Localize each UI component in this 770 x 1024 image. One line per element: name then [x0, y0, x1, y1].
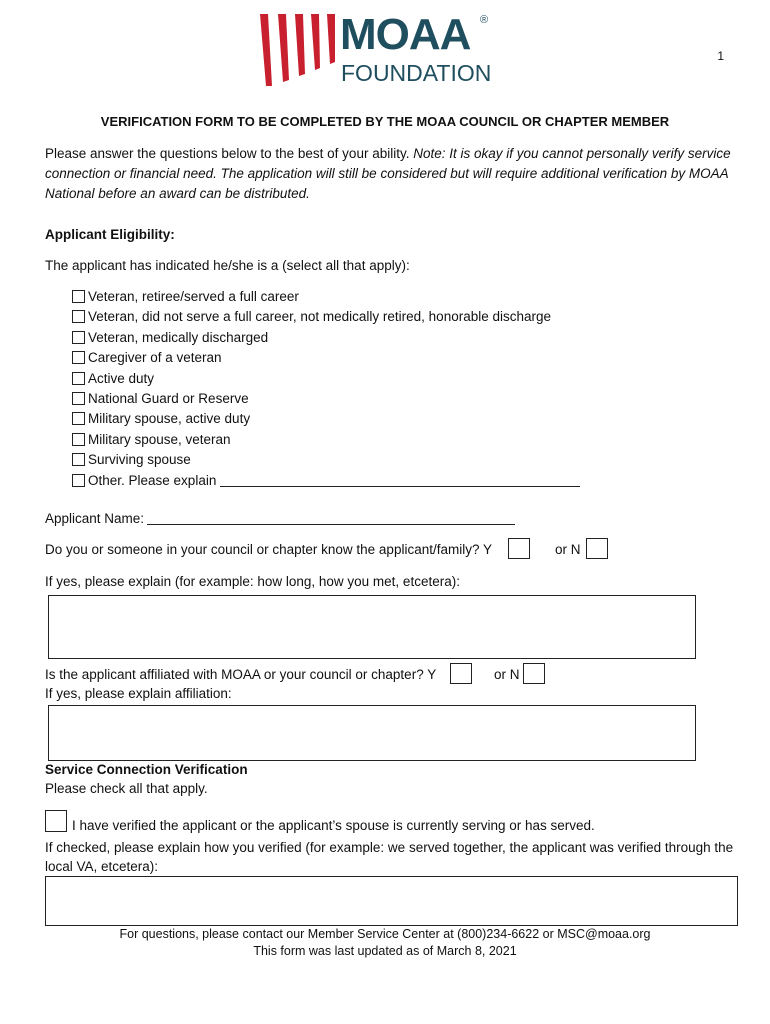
checkbox[interactable]: [72, 474, 85, 487]
service-explain-textbox[interactable]: [45, 876, 738, 926]
service-verified-label: I have verified the applicant or the applicant’s spouse is currently serving or has served.: [72, 818, 595, 833]
know-no-box[interactable]: [586, 538, 608, 559]
know-or-n-label: or N: [555, 542, 581, 557]
moaa-foundation-logo: [258, 10, 508, 88]
option-other[interactable]: [72, 471, 580, 491]
logo-wordmark: MOAA: [340, 10, 471, 59]
applicant-name-label: Applicant Name:: [45, 511, 145, 526]
option-caregiver[interactable]: [72, 348, 580, 368]
service-explain-label: If checked, please explain how you verified (for example: we served together, the applicant was verified through the local VA, etcetera):: [45, 840, 734, 874]
option-label: National Guard or Reserve: [88, 391, 249, 407]
eligibility-options: [72, 287, 580, 491]
checkbox[interactable]: [72, 351, 85, 364]
intro-text: Please answer the questions below to the best of your ability.: [45, 146, 410, 161]
footer-contact: For questions, please contact our Member Service Center at (800)234-6622 or MSC@moaa.org: [119, 927, 651, 941]
option-label: Military spouse, active duty: [88, 411, 251, 427]
option-label: Surviving spouse: [88, 452, 191, 468]
option-spouse-active[interactable]: [72, 409, 580, 429]
other-explain-field[interactable]: [220, 474, 580, 487]
checkbox[interactable]: [72, 392, 85, 405]
option-label: Veteran, retiree/served a full career: [88, 289, 299, 304]
form-heading: VERIFICATION FORM TO BE COMPLETED BY THE MOAA COUNCIL OR CHAPTER MEMBER: [100, 114, 670, 129]
logo-foundation: FOUNDATION: [341, 60, 492, 86]
affiliation-or-n-label: or N: [494, 667, 520, 682]
checkbox[interactable]: [72, 433, 85, 446]
know-explain-textbox[interactable]: [48, 595, 696, 659]
applicant-name-row: [45, 511, 515, 526]
know-explain-label: If yes, please explain (for example: how long, how you met, etcetera):: [45, 574, 460, 589]
applicant-name-field[interactable]: [147, 512, 515, 525]
option-spouse-veteran[interactable]: [72, 430, 580, 450]
option-veteran-medical[interactable]: [72, 328, 580, 348]
option-label: Veteran, did not serve a full career, not medically retired, honorable discharge: [88, 309, 552, 325]
option-label: Caregiver of a veteran: [88, 350, 222, 366]
checkbox[interactable]: [72, 310, 85, 323]
checkbox[interactable]: [72, 412, 85, 425]
registered-mark: ®: [480, 14, 489, 26]
checkbox[interactable]: [72, 331, 85, 344]
checkbox[interactable]: [72, 372, 85, 385]
page-number: 1: [717, 49, 724, 63]
option-label: Veteran, medically discharged: [88, 329, 269, 345]
affiliation-explain-label: If yes, please explain affiliation:: [45, 686, 232, 701]
eligibility-title: Applicant Eligibility:: [45, 227, 175, 242]
footer: [0, 926, 770, 960]
checkbox[interactable]: [72, 290, 85, 303]
know-question-label: Do you or someone in your council or chapter know the applicant/family? Y: [45, 542, 492, 557]
option-guard-reserve[interactable]: [72, 389, 580, 409]
option-veteran-retiree[interactable]: [72, 287, 580, 307]
intro-paragraph: [45, 144, 735, 204]
affiliation-no-box[interactable]: [523, 663, 545, 684]
option-label: Active duty: [88, 370, 155, 386]
affiliation-question-label: Is the applicant affiliated with MOAA or your council or chapter? Y: [45, 667, 437, 682]
affiliation-yes-box[interactable]: [450, 663, 472, 684]
checkbox[interactable]: [72, 453, 85, 466]
option-label: Other. Please explain: [88, 472, 217, 488]
eligibility-prompt: The applicant has indicated he/she is a (select all that apply):: [45, 258, 410, 273]
intro-note: Note: It is okay if you cannot personally verify service connection or financial need. The application will still be considered but will require additional verification by MOAA National before an award can be distributed.: [45, 146, 731, 201]
service-verified-checkbox[interactable]: [45, 810, 67, 832]
option-label: Military spouse, veteran: [88, 431, 231, 447]
affiliation-explain-textbox[interactable]: [48, 705, 696, 761]
footer-updated: This form was last updated as of March 8, 2021: [253, 944, 517, 958]
service-prompt: Please check all that apply.: [45, 781, 208, 796]
option-surviving-spouse[interactable]: [72, 450, 580, 470]
option-veteran-honorable[interactable]: [72, 307, 580, 327]
know-yes-box[interactable]: [508, 538, 530, 559]
service-title: Service Connection Verification: [45, 762, 248, 777]
option-active-duty[interactable]: [72, 369, 580, 389]
